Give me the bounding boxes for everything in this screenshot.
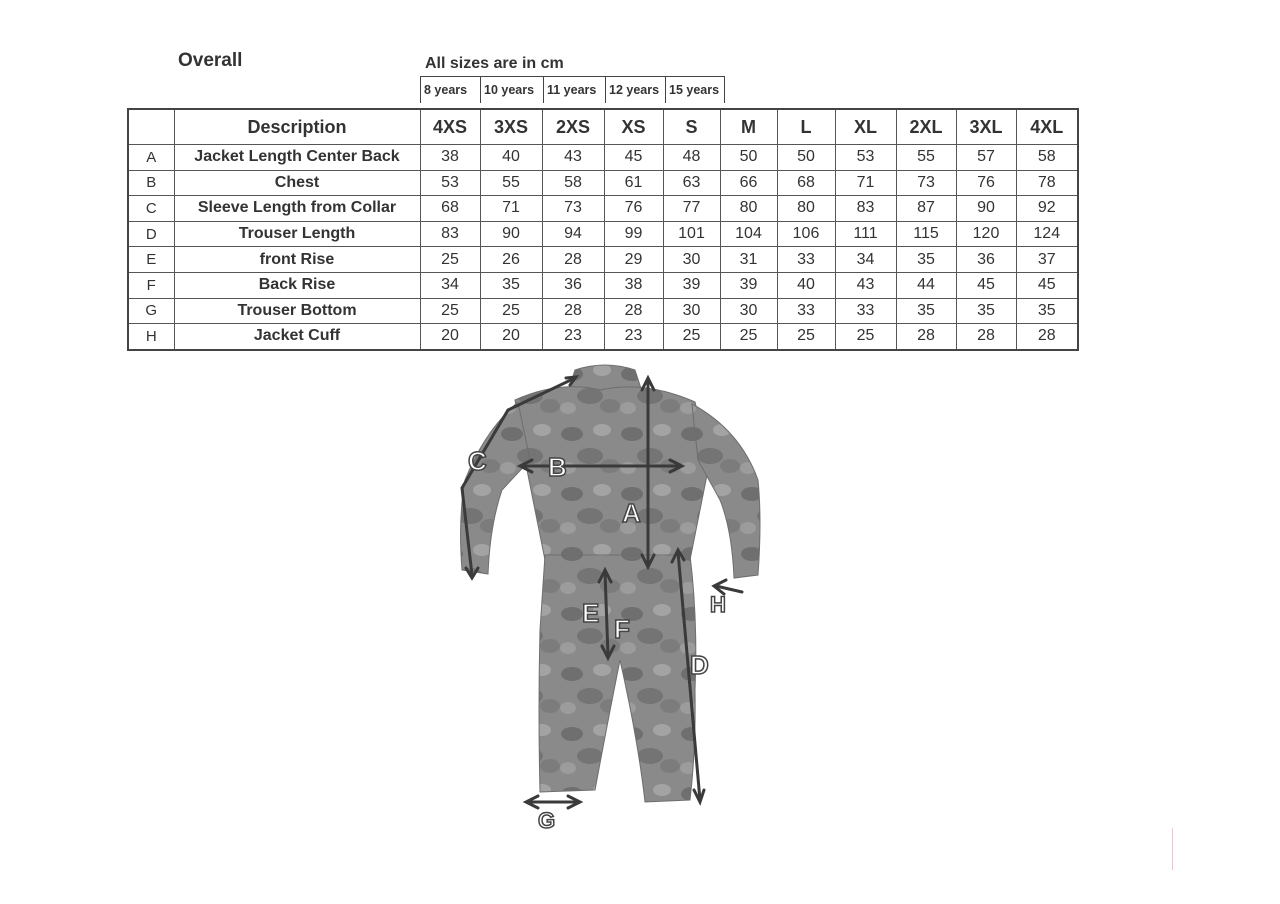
size-value-cell: 90: [956, 196, 1016, 222]
size-value-cell: 38: [604, 272, 663, 298]
size-value-cell: 73: [896, 170, 956, 196]
size-value-cell: 28: [1016, 324, 1078, 350]
size-value-cell: 76: [604, 196, 663, 222]
age-label: 12 years: [606, 77, 666, 104]
size-value-cell: 71: [480, 196, 542, 222]
age-label: 8 years: [421, 77, 481, 104]
size-value-cell: 73: [542, 196, 604, 222]
size-value-cell: 25: [480, 298, 542, 324]
row-letter: G: [128, 298, 174, 324]
size-value-cell: 111: [835, 221, 896, 247]
size-value-cell: 35: [896, 247, 956, 273]
page-title: Overall: [178, 50, 243, 71]
units-note: All sizes are in cm: [425, 55, 564, 72]
size-value-cell: 35: [956, 298, 1016, 324]
size-value-cell: 36: [956, 247, 1016, 273]
row-description: Back Rise: [174, 272, 420, 298]
scan-mark: [1172, 828, 1173, 870]
age-label: 11 years: [544, 77, 606, 104]
size-header: XL: [835, 109, 896, 145]
size-value-cell: 25: [420, 298, 480, 324]
size-value-cell: 25: [420, 247, 480, 273]
row-letter: A: [128, 145, 174, 171]
size-header: M: [720, 109, 777, 145]
size-value-cell: 78: [1016, 170, 1078, 196]
table-row: [128, 145, 1078, 171]
size-value-cell: 124: [1016, 221, 1078, 247]
size-value-cell: 33: [835, 298, 896, 324]
size-value-cell: 53: [420, 170, 480, 196]
age-label: 15 years: [666, 77, 725, 104]
row-letter: D: [128, 221, 174, 247]
size-value-cell: 28: [542, 298, 604, 324]
size-value-cell: 23: [604, 324, 663, 350]
size-value-cell: 80: [720, 196, 777, 222]
size-value-cell: 45: [956, 272, 1016, 298]
size-value-cell: 25: [835, 324, 896, 350]
size-value-cell: 120: [956, 221, 1016, 247]
size-value-cell: 39: [720, 272, 777, 298]
size-value-cell: 37: [1016, 247, 1078, 273]
size-header: 4XS: [420, 109, 480, 145]
size-value-cell: 83: [420, 221, 480, 247]
size-value-cell: 55: [480, 170, 542, 196]
figure-label-c: C: [468, 446, 487, 476]
size-value-cell: 34: [420, 272, 480, 298]
row-description: Trouser Length: [174, 221, 420, 247]
size-header: 3XS: [480, 109, 542, 145]
size-value-cell: 25: [777, 324, 835, 350]
table-row: [128, 196, 1078, 222]
row-description: Jacket Cuff: [174, 324, 420, 350]
size-value-cell: 104: [720, 221, 777, 247]
row-letter: F: [128, 272, 174, 298]
size-header: 3XL: [956, 109, 1016, 145]
size-value-cell: 33: [777, 298, 835, 324]
size-value-cell: 57: [956, 145, 1016, 171]
size-value-cell: 43: [835, 272, 896, 298]
figure-label-h: H: [710, 592, 726, 617]
row-letter: H: [128, 324, 174, 350]
size-value-cell: 115: [896, 221, 956, 247]
row-letter: C: [128, 196, 174, 222]
size-value-cell: 68: [777, 170, 835, 196]
size-header: 4XL: [1016, 109, 1078, 145]
row-description: Trouser Bottom: [174, 298, 420, 324]
size-value-cell: 45: [1016, 272, 1078, 298]
size-value-cell: 35: [1016, 298, 1078, 324]
coverall-silhouette: [461, 365, 760, 802]
size-header: L: [777, 109, 835, 145]
size-value-cell: 31: [720, 247, 777, 273]
coverall-figure: [440, 360, 800, 840]
size-value-cell: 40: [480, 145, 542, 171]
row-description: Jacket Length Center Back: [174, 145, 420, 171]
size-value-cell: 80: [777, 196, 835, 222]
size-value-cell: 94: [542, 221, 604, 247]
size-value-cell: 101: [663, 221, 720, 247]
size-value-cell: 66: [720, 170, 777, 196]
size-value-cell: 38: [420, 145, 480, 171]
size-value-cell: 30: [720, 298, 777, 324]
size-value-cell: 28: [896, 324, 956, 350]
size-value-cell: 50: [777, 145, 835, 171]
size-value-cell: 20: [420, 324, 480, 350]
size-value-cell: 28: [604, 298, 663, 324]
size-value-cell: 48: [663, 145, 720, 171]
row-description: Sleeve Length from Collar: [174, 196, 420, 222]
size-value-cell: 61: [604, 170, 663, 196]
row-letter: E: [128, 247, 174, 273]
table-row: [128, 272, 1078, 298]
size-value-cell: 35: [896, 298, 956, 324]
row-description: Chest: [174, 170, 420, 196]
size-value-cell: 76: [956, 170, 1016, 196]
size-value-cell: 25: [663, 324, 720, 350]
row-description: front Rise: [174, 247, 420, 273]
age-header-row: [420, 76, 725, 103]
size-chart-table: [127, 108, 1079, 351]
size-value-cell: 28: [956, 324, 1016, 350]
figure-label-d: D: [690, 650, 709, 680]
table-row: [128, 170, 1078, 196]
row-letter: B: [128, 170, 174, 196]
description-header: Description: [174, 109, 420, 145]
size-value-cell: 30: [663, 298, 720, 324]
size-value-cell: 99: [604, 221, 663, 247]
size-value-cell: 35: [480, 272, 542, 298]
size-value-cell: 23: [542, 324, 604, 350]
size-value-cell: 83: [835, 196, 896, 222]
size-value-cell: 36: [542, 272, 604, 298]
size-value-cell: 29: [604, 247, 663, 273]
table-row: [128, 324, 1078, 350]
figure-label-a: A: [622, 498, 641, 528]
size-value-cell: 30: [663, 247, 720, 273]
size-value-cell: 92: [1016, 196, 1078, 222]
size-value-cell: 28: [542, 247, 604, 273]
size-header: 2XL: [896, 109, 956, 145]
size-value-cell: 45: [604, 145, 663, 171]
size-value-cell: 68: [420, 196, 480, 222]
size-value-cell: 26: [480, 247, 542, 273]
size-value-cell: 58: [1016, 145, 1078, 171]
size-header: 2XS: [542, 109, 604, 145]
size-value-cell: 25: [720, 324, 777, 350]
size-value-cell: 106: [777, 221, 835, 247]
size-value-cell: 63: [663, 170, 720, 196]
size-value-cell: 53: [835, 145, 896, 171]
size-value-cell: 44: [896, 272, 956, 298]
figure-label-e: E: [582, 598, 600, 628]
table-row: [128, 221, 1078, 247]
size-value-cell: 50: [720, 145, 777, 171]
size-value-cell: 71: [835, 170, 896, 196]
table-header-row: [128, 109, 1078, 145]
size-value-cell: 34: [835, 247, 896, 273]
table-row: [128, 247, 1078, 273]
size-value-cell: 87: [896, 196, 956, 222]
letter-header: [128, 109, 174, 145]
size-value-cell: 20: [480, 324, 542, 350]
size-value-cell: 43: [542, 145, 604, 171]
size-value-cell: 58: [542, 170, 604, 196]
figure-label-f: F: [614, 614, 630, 644]
age-label: 10 years: [481, 77, 544, 104]
size-header: S: [663, 109, 720, 145]
size-value-cell: 40: [777, 272, 835, 298]
size-value-cell: 33: [777, 247, 835, 273]
figure-label-b: B: [548, 452, 567, 482]
figure-label-g: G: [538, 808, 556, 833]
size-header: XS: [604, 109, 663, 145]
size-value-cell: 55: [896, 145, 956, 171]
table-row: [128, 298, 1078, 324]
size-value-cell: 90: [480, 221, 542, 247]
size-value-cell: 39: [663, 272, 720, 298]
size-value-cell: 77: [663, 196, 720, 222]
